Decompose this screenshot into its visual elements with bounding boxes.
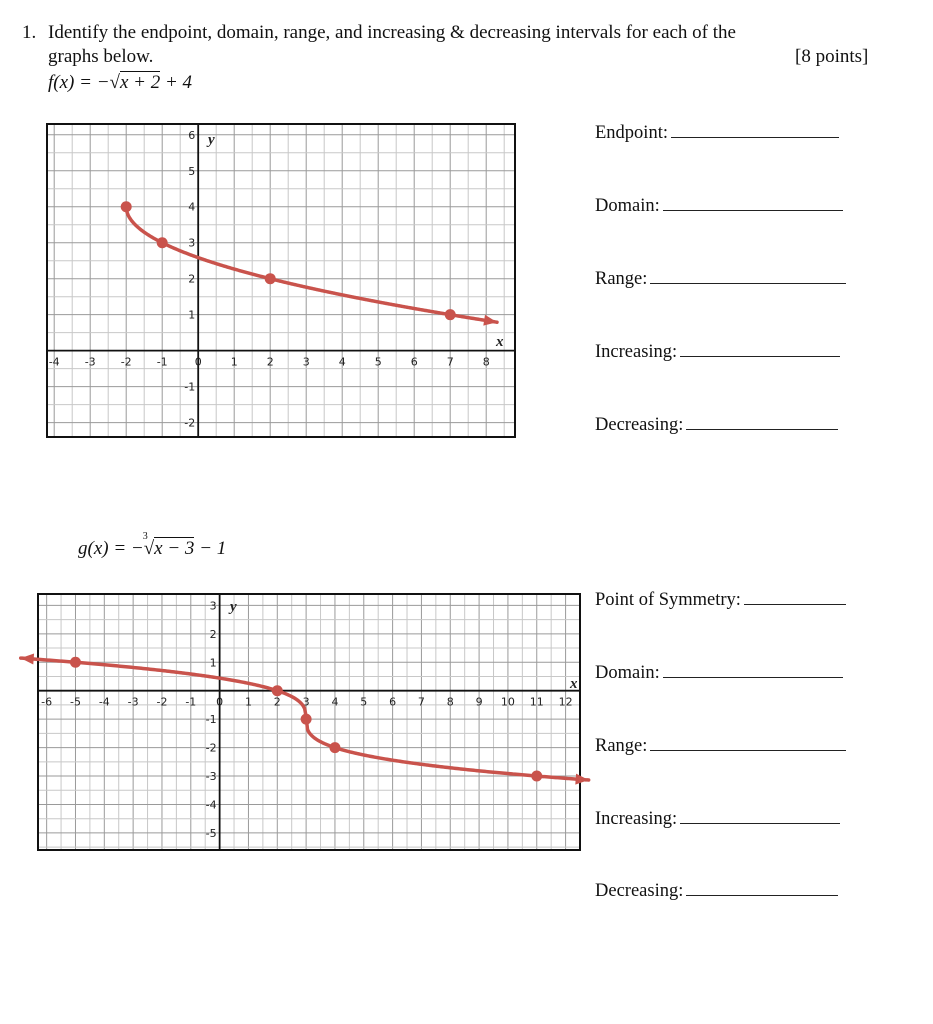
plotted-point (272, 685, 283, 696)
domain-answer-blank-f[interactable] (663, 195, 843, 211)
x-tick-label: 1 (230, 355, 238, 369)
y-tick-label: 4 (188, 200, 196, 214)
y-tick-label: 3 (188, 236, 196, 250)
question-points: [8 points] (795, 46, 869, 67)
y-tick-label: 6 (188, 128, 196, 142)
x-tick-label: 3 (302, 355, 310, 369)
y-tick-label: -2 (184, 416, 196, 430)
x-tick-label: 6 (410, 355, 418, 369)
x-tick-label: -3 (84, 355, 96, 369)
decreasing-label-f: Decreasing: (595, 414, 838, 436)
range-answer-blank-g[interactable] (650, 735, 846, 751)
y-tick-label: 1 (209, 656, 217, 670)
x-tick-label: -4 (98, 695, 110, 709)
range-label-f: Range: (595, 268, 846, 290)
x-tick-label: -6 (41, 695, 53, 709)
plotted-point (265, 273, 276, 284)
curve-arrowhead (575, 774, 588, 785)
plotted-point (301, 714, 312, 725)
x-tick-label: 6 (389, 695, 397, 709)
increasing-answer-blank-f[interactable] (680, 341, 840, 357)
x-tick-label: 7 (417, 695, 425, 709)
plotted-point (70, 657, 81, 668)
symmetry-label: Point of Symmetry: (595, 589, 846, 611)
y-tick-label: 3 (209, 599, 217, 613)
y-tick-label: -2 (205, 741, 217, 755)
x-tick-label: 8 (446, 695, 454, 709)
question-text-line1: Identify the endpoint, domain, range, and increasing & decreasing intervals for each of the (48, 22, 736, 43)
x-tick-label: 8 (482, 355, 490, 369)
x-tick-label: 2 (273, 695, 281, 709)
graph-g-y-axis-label: y (230, 599, 237, 615)
y-tick-label: -4 (205, 798, 217, 812)
x-tick-label: -3 (127, 695, 139, 709)
y-tick-label: 2 (188, 272, 196, 286)
symmetry-answer-blank[interactable] (744, 589, 846, 605)
y-tick-label: -1 (205, 713, 217, 727)
endpoint-answer-blank[interactable] (671, 122, 839, 138)
y-tick-label: 1 (188, 308, 196, 322)
x-tick-label: 5 (374, 355, 382, 369)
x-tick-label: 0 (194, 355, 202, 369)
question-number: 1. (22, 22, 37, 43)
y-tick-label: -3 (205, 770, 217, 784)
x-tick-label: -1 (156, 355, 168, 369)
plotted-point (531, 771, 542, 782)
increasing-label-g: Increasing: (595, 808, 840, 830)
equation-f: f(x) = −√x + 2 + 4 (48, 72, 193, 93)
plotted-point (157, 237, 168, 248)
question-text-line2: graphs below. (48, 46, 154, 67)
domain-answer-blank-g[interactable] (663, 662, 843, 678)
x-tick-label: -1 (185, 695, 197, 709)
increasing-answer-blank-g[interactable] (680, 808, 840, 824)
x-tick-label: 4 (338, 355, 346, 369)
x-tick-label: -2 (156, 695, 168, 709)
endpoint-label: Endpoint: (595, 122, 839, 144)
range-label-g: Range: (595, 735, 846, 757)
y-tick-label: -1 (184, 380, 196, 394)
x-tick-label: 12 (558, 695, 573, 709)
y-tick-label: -5 (205, 826, 217, 840)
graph-f-y-axis-label: y (208, 132, 215, 148)
y-tick-label: 2 (209, 627, 217, 641)
decreasing-answer-blank-g[interactable] (686, 880, 838, 896)
x-tick-label: 11 (529, 695, 544, 709)
x-tick-label: 9 (475, 695, 483, 709)
curve-arrowhead (21, 654, 34, 665)
x-tick-label: 0 (216, 695, 224, 709)
graph-g-x-axis-label: x (570, 676, 578, 692)
x-tick-label: 1 (244, 695, 252, 709)
x-tick-label: 2 (266, 355, 274, 369)
x-tick-label: 10 (500, 695, 515, 709)
x-tick-label: -4 (48, 355, 60, 369)
plotted-point (121, 201, 132, 212)
plotted-point (445, 309, 456, 320)
x-tick-label: 7 (446, 355, 454, 369)
graph-f-x-axis-label: x (496, 334, 504, 350)
domain-label-f: Domain: (595, 195, 843, 217)
x-tick-label: 4 (331, 695, 339, 709)
range-answer-blank-f[interactable] (650, 268, 846, 284)
plotted-point (329, 742, 340, 753)
y-tick-label: 5 (188, 164, 196, 178)
decreasing-label-g: Decreasing: (595, 880, 838, 902)
decreasing-answer-blank-f[interactable] (686, 414, 838, 430)
equation-g: g(x) = − 3 √x − 3 − 1 (78, 531, 227, 559)
domain-label-g: Domain: (595, 662, 843, 684)
x-tick-label: -5 (69, 695, 81, 709)
function-curve (126, 207, 497, 322)
graph-f-chart (40, 118, 560, 448)
graph-g-chart (14, 584, 604, 860)
x-tick-label: -2 (120, 355, 132, 369)
x-tick-label: 3 (302, 695, 310, 709)
increasing-label-f: Increasing: (595, 341, 840, 363)
x-tick-label: 5 (360, 695, 368, 709)
